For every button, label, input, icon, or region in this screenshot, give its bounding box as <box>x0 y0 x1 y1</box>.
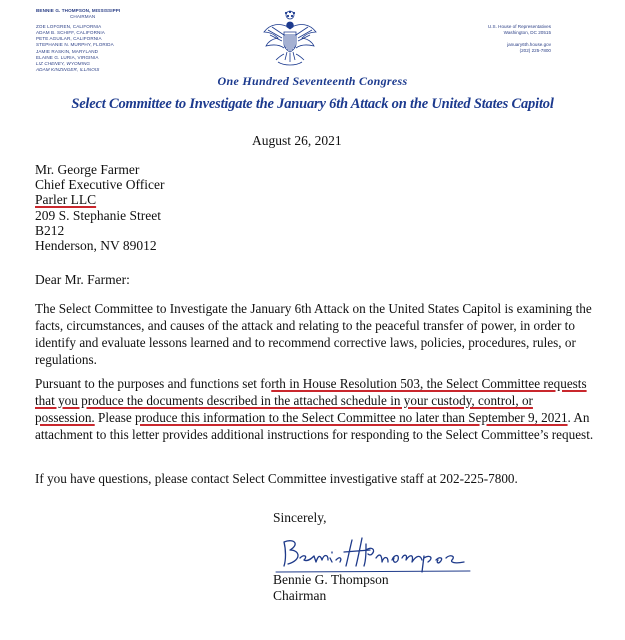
committee-website: january6th.house.gov <box>507 41 551 47</box>
request-text: . An attachment to this letter provides additional instructions for responding to the Select Committee’s request. <box>35 410 594 442</box>
recipient-company: Parler LLC <box>35 192 97 208</box>
request-text: Please <box>94 410 136 425</box>
chairman-name: BENNIE G. THOMPSON, MISSISSIPPI <box>36 8 121 13</box>
address-line: U.S. House of Representatives <box>487 24 551 29</box>
committee-phone: (202) 225-7800 <box>519 48 551 54</box>
recipient-address <box>35 162 164 253</box>
closing: Sincerely, <box>273 510 327 525</box>
signer-block <box>273 572 389 604</box>
paragraph-purpose: The Select Committee to Investigate the January 6th Attack on the United States Capitol is examining the facts, circumstances, and causes of the attack and relating to the peaceful transfer of power, in order to identify and evaluate lessons learned and to recommend corrective laws, policies, procedures, rules, or regulations. <box>35 301 592 367</box>
house-seal-eagle-icon <box>260 8 320 72</box>
request-text-underlined: rth in House Resolution 503, the Select Committee requests that you produce the documents described in the attached schedule in your custody, control, or possession. <box>35 376 587 425</box>
chairman-title: CHAIRMAN <box>70 14 96 20</box>
signer-name: Bennie G. Thompson <box>273 572 389 587</box>
committee-address <box>411 24 551 55</box>
member-list <box>36 8 206 73</box>
congress-heading: One Hundred Seventeenth Congress <box>217 74 408 88</box>
member-name: ADAM B. SCHIFF, CALIFORNIA <box>36 30 105 36</box>
member-name: JAMIE RASKIN, MARYLAND <box>36 48 99 54</box>
recipient-street: 209 S. Stephanie Street <box>35 207 161 223</box>
signer-title: Chairman <box>273 588 327 603</box>
member-name: ZOE LOFGREN, CALIFORNIA <box>36 24 102 30</box>
recipient-title: Chief Executive Officer <box>35 177 165 193</box>
letter-date: August 26, 2021 <box>252 133 342 148</box>
committee-heading: Select Committee to Investigate the January 6th Attack on the United States Capitol <box>71 96 554 112</box>
signature-image <box>270 532 475 576</box>
member-name: ADAM KINZINGER, ILLINOIS <box>36 66 100 72</box>
recipient-name: Mr. George Farmer <box>35 162 140 177</box>
member-name: PETE AGUILAR, CALIFORNIA <box>36 36 102 42</box>
salutation: Dear Mr. Farmer: <box>35 272 130 287</box>
member-name: LIZ CHENEY, WYOMING <box>36 60 91 66</box>
paragraph-request <box>35 375 595 443</box>
recipient-suite: B212 <box>35 222 65 238</box>
address-line: Washington, DC 20515 <box>503 30 551 36</box>
paragraph-contact: If you have questions, please contact Select Committee investigative staff at 202-225-7800. <box>35 471 518 486</box>
request-text: Pursuant to the purposes and functions set fo <box>35 376 272 391</box>
member-name: ELAINE G. LURIA, VIRGINIA <box>36 54 99 60</box>
member-name: STEPHANIE N. MURPHY, FLORIDA <box>36 42 114 48</box>
deadline-text-underlined: produce this information to the Select Committee no later than September 9, 2021 <box>135 410 568 425</box>
recipient-city: Henderson, NV 89012 <box>35 238 157 254</box>
